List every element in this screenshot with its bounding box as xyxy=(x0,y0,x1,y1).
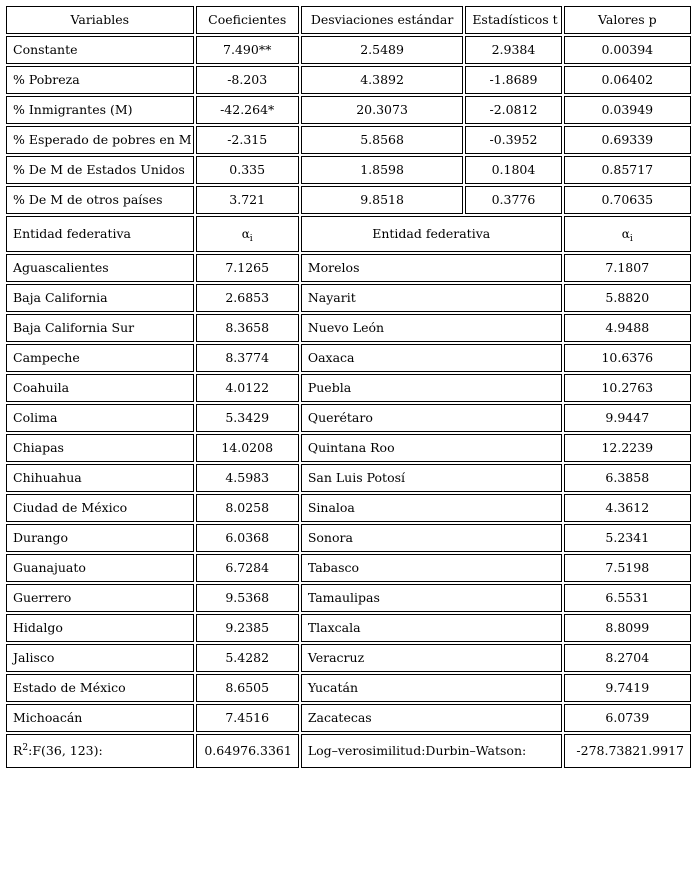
alpha-subscript: i xyxy=(629,233,633,244)
cell-entity-left: Coahuila xyxy=(6,374,194,402)
cell-alpha-left: 8.0258 xyxy=(196,494,299,522)
table-row xyxy=(6,554,691,582)
effects-header-row xyxy=(6,216,691,252)
cell-entity-left: Colima xyxy=(6,404,194,432)
footer-r-squared-values: 0.64976.3361 xyxy=(196,734,299,768)
cell-entity-left: Guanajuato xyxy=(6,554,194,582)
column-header-valores-p: Valores p xyxy=(564,6,691,34)
cell-alpha-right: 8.2704 xyxy=(564,644,691,672)
cell-estadistico-t: 2.9384 xyxy=(465,36,561,64)
alpha-glyph: α xyxy=(241,226,250,241)
cell-entity-right: Querétaro xyxy=(301,404,562,432)
cell-entity-right: Zacatecas xyxy=(301,704,562,732)
alpha-symbol xyxy=(241,226,253,244)
alpha-subscript: i xyxy=(249,233,253,244)
cell-alpha-right: 8.8099 xyxy=(564,614,691,642)
r-superscript: 2 xyxy=(22,742,29,753)
cell-estadistico-t: -1.8689 xyxy=(465,66,561,94)
cell-alpha-left: 2.6853 xyxy=(196,284,299,312)
cell-entity-right: Yucatán xyxy=(301,674,562,702)
cell-alpha-left: 7.1265 xyxy=(196,254,299,282)
cell-valor-p: 0.00394 xyxy=(564,36,691,64)
cell-entity-right: Nayarit xyxy=(301,284,562,312)
cell-alpha-right: 12.2239 xyxy=(564,434,691,462)
cell-alpha-left: 6.0368 xyxy=(196,524,299,552)
cell-entity-left: Ciudad de México xyxy=(6,494,194,522)
cell-alpha-right: 4.9488 xyxy=(564,314,691,342)
table-row xyxy=(6,704,691,732)
cell-alpha-left: 8.3658 xyxy=(196,314,299,342)
cell-alpha-right: 5.8820 xyxy=(564,284,691,312)
cell-entity-left: Jalisco xyxy=(6,644,194,672)
cell-alpha-right: 6.0739 xyxy=(564,704,691,732)
cell-coeficiente: -8.203 xyxy=(196,66,299,94)
cell-coeficiente: 3.721 xyxy=(196,186,299,214)
cell-variable: % De M de Estados Unidos xyxy=(6,156,194,184)
column-header-desviaciones: Desviaciones estándar xyxy=(301,6,463,34)
effects-header-alpha-left xyxy=(196,216,299,252)
column-header-variables: Variables xyxy=(6,6,194,34)
cell-alpha-left: 5.4282 xyxy=(196,644,299,672)
table-row xyxy=(6,96,691,124)
cell-entity-right: Veracruz xyxy=(301,644,562,672)
cell-entity-left: Michoacán xyxy=(6,704,194,732)
cell-alpha-left: 5.3429 xyxy=(196,404,299,432)
cell-desviacion: 4.3892 xyxy=(301,66,463,94)
alpha-glyph: α xyxy=(621,226,630,241)
cell-desviacion: 2.5489 xyxy=(301,36,463,64)
alpha-symbol xyxy=(621,226,633,244)
cell-entity-left: Chiapas xyxy=(6,434,194,462)
cell-alpha-right: 7.5198 xyxy=(564,554,691,582)
cell-entity-left: Baja California Sur xyxy=(6,314,194,342)
cell-valor-p: 0.70635 xyxy=(564,186,691,214)
cell-entity-right: Sonora xyxy=(301,524,562,552)
cell-valor-p: 0.06402 xyxy=(564,66,691,94)
table-row xyxy=(6,644,691,672)
table-row xyxy=(6,344,691,372)
regression-header-row xyxy=(6,6,691,34)
effects-header-alpha-right xyxy=(564,216,691,252)
r-glyph: R xyxy=(13,742,23,758)
cell-entity-right: Morelos xyxy=(301,254,562,282)
cell-entity-left: Chihuahua xyxy=(6,464,194,492)
cell-coeficiente: -2.315 xyxy=(196,126,299,154)
cell-alpha-right: 9.7419 xyxy=(564,674,691,702)
table-row xyxy=(6,186,691,214)
column-header-estadisticos-t: Estadísticos t xyxy=(465,6,561,34)
footer-loglik-values: -278.73821.9917 xyxy=(564,734,691,768)
cell-coeficiente: -42.264* xyxy=(196,96,299,124)
table-row xyxy=(6,36,691,64)
cell-alpha-right: 6.3858 xyxy=(564,464,691,492)
cell-alpha-right: 7.1807 xyxy=(564,254,691,282)
cell-estadistico-t: -2.0812 xyxy=(465,96,561,124)
cell-alpha-right: 9.9447 xyxy=(564,404,691,432)
cell-variable: % De M de otros países xyxy=(6,186,194,214)
cell-alpha-left: 4.5983 xyxy=(196,464,299,492)
table-row xyxy=(6,254,691,282)
cell-valor-p: 0.69339 xyxy=(564,126,691,154)
table-row xyxy=(6,524,691,552)
cell-alpha-right: 10.2763 xyxy=(564,374,691,402)
cell-entity-right: Quintana Roo xyxy=(301,434,562,462)
cell-alpha-right: 6.5531 xyxy=(564,584,691,612)
cell-coeficiente: 0.335 xyxy=(196,156,299,184)
table-row xyxy=(6,66,691,94)
r-label-suffix: :F(36, 123): xyxy=(28,742,103,758)
cell-valor-p: 0.03949 xyxy=(564,96,691,124)
cell-alpha-right: 5.2341 xyxy=(564,524,691,552)
cell-entity-left: Hidalgo xyxy=(6,614,194,642)
table-row xyxy=(6,126,691,154)
table-body xyxy=(6,6,691,768)
footer-loglik-label: Log–verosimilitud:Durbin–Watson: xyxy=(301,734,562,768)
table-row xyxy=(6,404,691,432)
r-squared-symbol xyxy=(13,743,103,758)
cell-alpha-left: 4.0122 xyxy=(196,374,299,402)
cell-alpha-left: 8.3774 xyxy=(196,344,299,372)
cell-entity-left: Durango xyxy=(6,524,194,552)
table-row xyxy=(6,314,691,342)
cell-entity-left: Baja California xyxy=(6,284,194,312)
cell-alpha-left: 9.5368 xyxy=(196,584,299,612)
cell-alpha-left: 8.6505 xyxy=(196,674,299,702)
table-row xyxy=(6,674,691,702)
cell-entity-right: Tamaulipas xyxy=(301,584,562,612)
table-row xyxy=(6,284,691,312)
cell-entity-left: Aguascalientes xyxy=(6,254,194,282)
cell-variable: % Esperado de pobres en M xyxy=(6,126,194,154)
cell-entity-left: Campeche xyxy=(6,344,194,372)
cell-entity-right: Tlaxcala xyxy=(301,614,562,642)
cell-estadistico-t: -0.3952 xyxy=(465,126,561,154)
table-row xyxy=(6,584,691,612)
table-row xyxy=(6,156,691,184)
cell-alpha-left: 6.7284 xyxy=(196,554,299,582)
table-row xyxy=(6,614,691,642)
cell-valor-p: 0.85717 xyxy=(564,156,691,184)
table-row xyxy=(6,434,691,462)
cell-entity-left: Guerrero xyxy=(6,584,194,612)
cell-desviacion: 9.8518 xyxy=(301,186,463,214)
cell-alpha-right: 10.6376 xyxy=(564,344,691,372)
cell-entity-right: Nuevo León xyxy=(301,314,562,342)
effects-header-entity-left: Entidad federativa xyxy=(6,216,194,252)
cell-alpha-right: 4.3612 xyxy=(564,494,691,522)
cell-entity-right: Sinaloa xyxy=(301,494,562,522)
cell-variable: Constante xyxy=(6,36,194,64)
cell-entity-left: Estado de México xyxy=(6,674,194,702)
cell-desviacion: 20.3073 xyxy=(301,96,463,124)
table-row xyxy=(6,374,691,402)
effects-header-entity-right: Entidad federativa xyxy=(301,216,562,252)
cell-alpha-left: 7.4516 xyxy=(196,704,299,732)
cell-alpha-left: 9.2385 xyxy=(196,614,299,642)
footer-r-squared-label xyxy=(6,734,194,768)
cell-estadistico-t: 0.1804 xyxy=(465,156,561,184)
cell-entity-right: Puebla xyxy=(301,374,562,402)
cell-desviacion: 1.8598 xyxy=(301,156,463,184)
cell-variable: % Pobreza xyxy=(6,66,194,94)
cell-entity-right: Tabasco xyxy=(301,554,562,582)
table-row xyxy=(6,494,691,522)
cell-entity-right: San Luis Potosí xyxy=(301,464,562,492)
regression-results-table xyxy=(4,4,693,770)
footer-statistics-row xyxy=(6,734,691,768)
table-row xyxy=(6,464,691,492)
cell-estadistico-t: 0.3776 xyxy=(465,186,561,214)
column-header-coeficientes: Coeficientes xyxy=(196,6,299,34)
cell-coeficiente: 7.490** xyxy=(196,36,299,64)
cell-desviacion: 5.8568 xyxy=(301,126,463,154)
cell-variable: % Inmigrantes (M) xyxy=(6,96,194,124)
cell-alpha-left: 14.0208 xyxy=(196,434,299,462)
cell-entity-right: Oaxaca xyxy=(301,344,562,372)
